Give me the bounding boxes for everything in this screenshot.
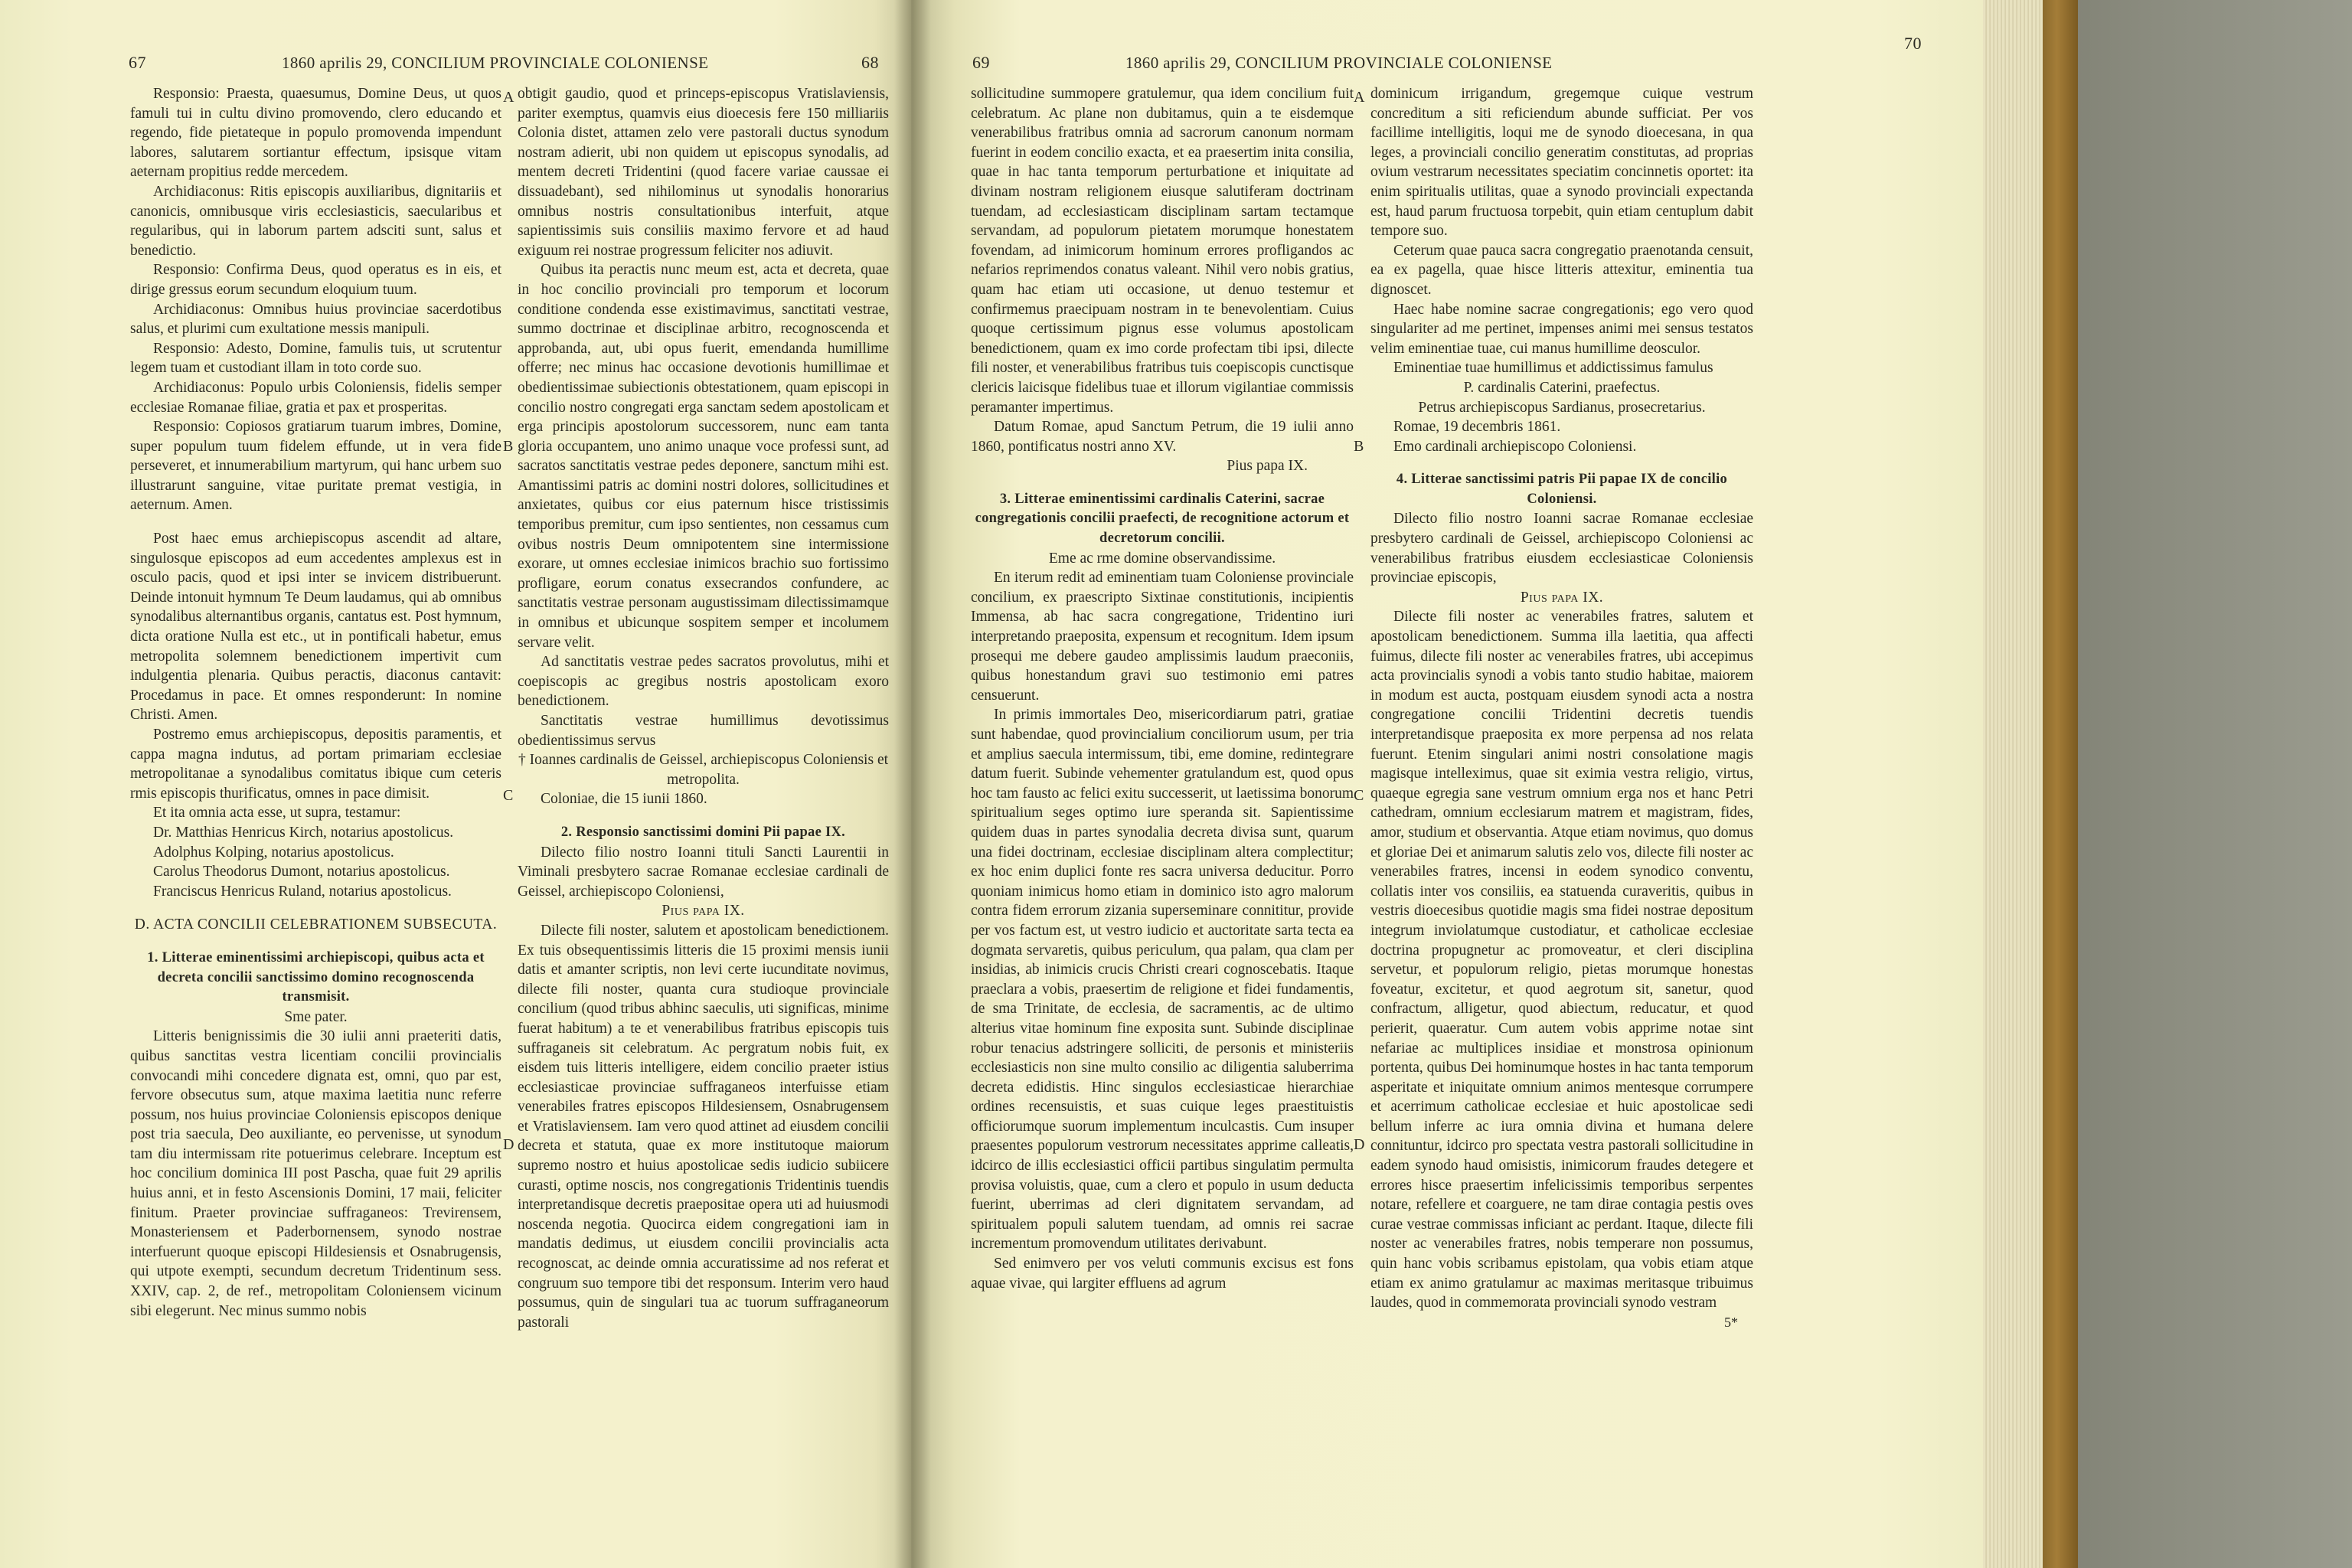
- paragraph: obtigit gaudio, quod et princeps-episcopus Vratislaviensis, pariter exemptus, quamvis eius dioecesis fere 150 milliariis Colonia distet, attamen zelo vere pastorali ductus synodum nostram adierit, ubi non quidem ut episcopus synodalis, ad mentem decreti Tridentini (quod facere variae caussae ei dissuadebant), sed nihilominus ut synodalis honorarius omnibus nostris consultationibus interfuit, atque sapientissimis suis consiliis maximo fervore et ad haud exiguum rei nostrae progressum feliciter nos adiuvit.: [518, 86, 889, 259]
- paragraph: Archidiaconus: Omnibus huius provinciae sacerdotibus salus, et plurimi cum exultatione messis manipuli.: [130, 301, 501, 338]
- notary-signature: Carolus Theodorus Dumont, notarius apostolicus.: [153, 864, 450, 880]
- signature: † Ioannes cardinalis de Geissel, archiepiscopus Coloniensis et metropolita.: [518, 752, 889, 788]
- pope-name: Pius papa IX.: [1520, 589, 1604, 606]
- right-page-header: [972, 34, 1952, 78]
- paragraph: Responsio: Confirma Deus, quod operatus es in eis, et dirige gressus eorum secundum eloquium tuum.: [130, 262, 501, 298]
- pope-name: Pius papa IX.: [662, 903, 745, 920]
- paragraph: Quibus ita peractis nunc meum est, acta et decreta, quae in hoc concilio provinciali pro temporum et locorum conditione condenda esse existimavimus, sanctitati vestrae, summo doctrinae et disciplinae arbitro, recognoscenda et approbanda, aut, ubi opus fuerit, emendanda humillime offerre; nec minus hac occasione devotionis humillimae et obedientissimae subiectionis obtestationem, quam episcopi in concilio nostro congregati erga sanctam sedem apostolicam et erga principis apostolorum successorem, nunc eam tanta gloria occupantem, uno animo unaque voce professi sunt, ad sacratos sanctitatis vestrae pedes deponere, sanctum mihi est. Amantissimi patris ac domini nostri dolores, sollicitudines et anxietates, quibus cor eius paternum hisce tristissimis temporibus premitur, cum ipso sentientes, non cessamus cum ovibus nostris Deum omnipotentem sine intermissione exorare, ut omnes ecclesiae inimicos brachio suo fortissimo profligare, eorum conatus exsecrandos confundere, ac sanctitatis vestrae personam augustissimam dilectissimamque in omnibus et ubicunque sospitem semper et incolumem servare velit.: [518, 262, 889, 651]
- margin-letter-b: B: [1354, 438, 1364, 455]
- margin-letter-a: A: [1354, 89, 1365, 106]
- book-spine: [2043, 0, 2078, 1568]
- document-heading: 4. Litterae sanctissimi patris Pii papae IX de concilio Coloniensi.: [1396, 472, 1728, 507]
- document-heading: 2. Responsio sanctissimi domini Pii papae IX.: [560, 824, 846, 840]
- paragraph: Litteris benignissimis die 30 iulii anni praeteriti datis, quibus sanctitas vestra licentiam concilii provincialis convocandi mihi concedere dignata est, omni, quo par est, fervore obsecutus sum, atque maxima laetitia nunc referre possum, nos huius provinciae Coloniensis episcopos denique post tria saecula, Deo auxiliante, eo pervenisse, ut synodum tam diu intermissam rite potuerimus celebrare. Inceptum est hoc concilium dominica III post Pascha, quae fuit 29 aprilis huius anni, et in festo Ascensionis Domini, 17 maii, feliciter finitum. Praeter provinciae suffraganeos: Trevirensem, Monasteriensem et Paderbornensem, synodo nostrae interfuerunt quoque episcopi Hildesiensis et Osnabrugensis, qui utpote exempti, secundum decretum Tridentinum sess. XXIV, cap. 2, de ref., metropolitam Coloniensem vicinum sibi elegerunt. Nec minus summo nobis: [130, 1028, 501, 1319]
- left-page-header: [129, 47, 879, 78]
- paragraph: Responsio: Adesto, Domine, famulis tuis, ut scrutentur legem tuam et custodiant illam in toto corde suo.: [130, 340, 501, 377]
- date-line: Datum Romae, apud Sanctum Petrum, die 19 iulii anno 1860, pontificatus nostri anno XV.: [971, 419, 1354, 455]
- page-edges: [1983, 0, 2044, 1568]
- paragraph: Ceterum quae pauca sacra congregatio praenotanda censuit, ea ex pagella, quae hisce litteris attexitur, eminentia tua dignoscet.: [1370, 242, 1753, 298]
- page-number-69: 69: [972, 53, 990, 72]
- column-67: [130, 84, 501, 1524]
- paragraph: Dilecte fili noster ac venerabiles fratres, salutem et apostolicam benedictionem. Summa illa laetitia, qua affecti fuimus, dilecte fili noster ac venerabiles fratres, ubi accepimus acta provincialis synodi a vobis tanto studio habitae, maiorem in modum est aucta, postquam eiusdem synodi acta a nostra congregatione concilii Tridentini decretis tuendis interpretandisque praeposita ex more perpensa ad nos relata fuerunt. Etenim singulari animi nostri consolatione magis magisque intelleximus, quae sit eximia vestra religio, virtus, quaeque egregia sane vestrum omnium erga nos et hanc Petri cathedram, omnium ecclesiarum matrem et magistram, fides, amor, studium et observantia. Atque etiam novimus, quo domus et gloriae Dei et animarum salutis zelo vos, dilecte fili noster ac venerabiles fratres, incensi in eodem synodico conventu, collatis inter vos consiliis, ea statuenda curaveritis, quibus in vestris dioecesibus quotidie magis sma fidei nostrae depositum integrum inviolatumque custodiatur, et catholicae ecclesiae doctrina propugnetur ac promoveatur, et cleri disciplina servetur, et populorum religio, pietas morumque honestas foveatur, excitetur, et quod aegrotum sit, sanetur, quod confractum, alligetur, quod abiectum, reducatur, et quod perierit, quaeratur. Cum autem vobis apprime notae sint nefariae ac multiplices insidiae et monstrosa opinionum portenta, quibus Dei hominumque hostes in hac tanta temporum asperitate et iniquitate omnium animos mentesque corrumpere et acerrimum catholicae ecclesiae et huic apostolicae sedi bellum inferre ac iura omnia divina et humana delere connituntur, idcirco pro spectata vestra pastorali sollicitudine in eadem synodo haud omisistis, inimicorum fraudes detegere et errores hisce praesertim infelicissimis temporibus serpentes notare, refellere et coarguere, ne tam dirae contagia pestis oves curae vestrae commissas inficiant ac perdant. Itaque, dilecte fili noster ac venerabiles fratres, nobis temperare non possumus, quin hanc vobis scribamus epistolam, qua vobis etiam atque etiam ex animo gratulamur ac maximas meritasque tribuimus laudes, quod in commemorata provinciali synodo vestram: [1370, 609, 1753, 1312]
- margin-letter-d: D: [503, 1136, 514, 1153]
- page-number-68: 68: [861, 53, 879, 72]
- pope-signature: Pius papa IX.: [1227, 458, 1308, 475]
- closing-formula: Eminentiae tuae humillimus et addictissimus famulus: [1393, 360, 1713, 377]
- attestation-line: Et ita omnia acta esse, ut supra, testamur:: [153, 805, 401, 822]
- notary-signature: Dr. Matthias Henricus Kirch, notarius apostolicus.: [153, 824, 454, 841]
- paragraph: Sed enimvero per vos veluti communis excisus est fons aquae vivae, qui largiter effluens ad agrum: [971, 1256, 1354, 1292]
- paragraph: Archidiaconus: Ritis episcopis auxiliaribus, dignitariis et canonicis, omnibusque viris ecclesiasticis, saecularibus et regularibus, qui in laborum partem adsciti sunt, salus et benedictio.: [130, 183, 501, 259]
- salutation: Sme pater.: [284, 1008, 348, 1025]
- document-heading: 1. Litterae eminentissimi archiepiscopi, quibus acta et decreta concilii sanctissimo domino recognoscenda transmisit.: [147, 949, 485, 1005]
- running-head-left: 1860 aprilis 29, CONCILIUM PROVINCIALE COLONIENSE: [282, 53, 709, 72]
- document-heading: 3. Litterae eminentissimi cardinalis Caterini, sacrae congregationis concilii praefecti, de recognitione actorum et decretorum concilii.: [975, 491, 1350, 547]
- paragraph: Haec habe nomine sacrae congregationis; ego vero quod singulariter ad me pertinet, impenses animi mei sensus testatos velim eminentiae tuae, cui manus humillime deosculor.: [1370, 301, 1753, 357]
- salutation: Eme ac rme domine observandissime.: [1048, 550, 1276, 567]
- page-number-70: 70: [1904, 34, 1922, 53]
- paragraph: Postremo emus archiepiscopus, depositis paramentis, et cappa magna indutus, ad portam primariam ecclesiae metropolitanae a synodalibus comitatus ibique cum ceteris rmis episcopis thurificatus, omnes in pace dimisit.: [130, 727, 501, 802]
- paragraph: sollicitudine summopere gratulemur, qua idem concilium fuit celebratum. Ac plane non dubitamus, quin a te eisdemque venerabilibus fratribus omnia ad sacrorum canonum normam fuerint in eodem concilio exacta, et ea praesertim inita consilia, quae in hac tanta temporum perturbatione et iniquitate ad divinam nostram religionem eiusque salutiferam doctrinam tuendam, ad ecclesiasticam disciplinam sartam tectamque servandam, ad populorum pietatem morumque honestatem fovendam, ad inimicorum hominum errores profligandos ac nefarios reprimendos conatus valeant. Nihil vero nobis gratius, quam hac etiam uti occasione, ut denuo testemur et confirmemus praecipuam nostram in te benevolentiam. Cuius quoque certissimum pignus esse volumus apostolicam benedictionem, quam ex imo corde profectam tibi ipsi, dilecte fili noster, et venerabilibus fratribus tuis coepiscopis cunctisque clericis laicisque fidelibus tuae et illorum vigilantiae commissis peramanter impertimus.: [971, 86, 1354, 416]
- section-heading: D. ACTA CONCILII CELEBRATIONEM SUBSECUTA.: [134, 916, 498, 933]
- margin-letter-c: C: [1354, 787, 1364, 804]
- address: Dilecto filio nostro Ioanni tituli Sancti Laurentii in Viminali presbytero sacrae Romanae ecclesiae cardinali de Geissel, archiepiscopo Coloniensi,: [518, 844, 889, 900]
- paragraph: En iterum redit ad eminentiam tuam Coloniense provinciale concilium, ex praescripto Sixtinae constitutionis, incipientis Immensa, ab hac sacra congregatione, Tridentino iuri interpretando praeposita, expensum et recognitum. Idem ipsum prosequi me debere gaudeo amplissimis laudum praeconiis, quibus honestandum gravi suo testimonio emi patres censuerunt.: [971, 570, 1354, 704]
- column-70: [1370, 84, 1753, 1524]
- paragraph: Ad sanctitatis vestrae pedes sacratos provolutus, mihi et coepiscopis ac gregibus nostris apostolicam exoro benedictionem.: [518, 654, 889, 710]
- date-line: Coloniae, die 15 iunii 1860.: [541, 791, 707, 808]
- paragraph: In primis immortales Deo, misericordiarum patri, gratiae sunt habendae, quod provincialium conciliorum usum, per tria et amplius saecula intermissum, tibi, eme domine, redintegrare datum fuerit. Subinde vehementer gratulandum est, quod opus hoc tam fausto ac felici exitu successerit, ut laetissima bonorum spiritualium seges optimo iure speranda sit. Sapientissime quidem duas in partes synodalia decreta divisa sunt, quarum una fidei doctrinam, ecclesiae disciplinam altera complectitur; ex hoc enim duplici fonte res sacra universa deducitur. Porro quoniam inimicus homo etiam in dominico isto agro malorum contra fidem errorum zizania superseminare connititur, provide per vos factum est, ut vestro iudicio et auctoritate sarta tecta ea dogmata servaretis, quibus periculum, qua palam, qua clam per insidias, ab inimicis crucis Christi creari cognoscebatis. Itaque praeclara a vobis, praesertim de religione et fidei fundamentis, de sma Trinitate, de ecclesia, de sacramentis, ac de ultimo alterius vitae hominum fine exposita sunt. Subinde disciplinae robur tenacius adstringere solliciti, de personis et ministeriis ecclesiasticis non sine multo consilio ac diligentia saluberrima decreta edidistis. Hinc singulos ecclesiasticae hierarchiae ordines recensuistis, et suas cuique leges praestituistis officiorumque suorum implementum inculcastis. Cum insuper praesentes populorum vestrorum necessitates apprime calleatis, idcirco de illis ecclesiastici officii partibus singulatim permulta provisa voluistis, quae, cum a clero et populo in usum deducta fuerint, uberrimas ad cleri dignitatem servandam, ad spiritualem populi salutem tuendam, ad omnis rei sacrae incrementum promovendum utilitates derivabunt.: [971, 707, 1354, 1253]
- paragraph: Responsio: Copiosos gratiarum tuarum imbres, Domine, super populum tuum fidelem effunde, ut in vera fide perseveret, et innumerabilium martyrum, qui hanc urbem suo illustrarunt sanguine, vitae puritate premat vestigia, in aeternum. Amen.: [130, 419, 501, 514]
- paragraph: Responsio: Praesta, quaesumus, Domine Deus, ut quos famuli tui in cultu divino promovendo, clero educando et regendo, fide pietateque in populo promovenda impendunt labores, salutarem sortiantur effectum, ipsisque vitam aeternam propitius redde mercedem.: [130, 86, 501, 181]
- margin-letter-b: B: [503, 438, 514, 455]
- notary-signature: Adolphus Kolping, notarius apostolicus.: [153, 844, 394, 861]
- closing-formula: Sanctitatis vestrae humillimus devotissimus obedientissimus servus: [518, 713, 889, 749]
- address: Dilecto filio nostro Ioanni sacrae Romanae ecclesiae presbytero cardinali de Geissel, archiepiscopo Coloniensi ac venerabilibus fratribus eiusdem ecclesiasticae Coloniensis provinciae episcopis,: [1370, 511, 1753, 586]
- page-number-67: 67: [129, 53, 146, 72]
- paragraph: dominicum irrigandum, gregemque cuique vestrum concreditum a siti reficiendum abunde sufficiat. Per vos facillime intelligitis, loqui me de synodo dioecesana, in qua leges, a provinciali concilio generatim constitutas, ad proprias ovium vestrarum necessitates speciatim concinnetis oportet: ita enim spiritualis utilitas, quae a synodo provinciali expectanda est, haud parum fructuosa torpebit, quin etiam centuplum dabit tempore suo.: [1370, 86, 1753, 240]
- column-68: [518, 84, 889, 1524]
- paragraph: Post haec emus archiepiscopus ascendit ad altare, singulosque episcopos ad eum accedentes amplexus est in osculo pacis, quod et ipsi inter se invicem distribuerunt. Deinde intonuit hymnum Te Deum laudamus, qui ab omnibus synodalibus alternantibus organis, cantatus est. Post hymnum, dicta oratione Nulla est etc., ut in pontificali habetur, emus metropolita solemnem benedictionem impertivit cum indulgentia plenaria. Quibus peractis, diaconus cantavit: Procedamus in pace. Et omnes responderunt: In nomine Christi. Amen.: [130, 531, 501, 724]
- signature: P. cardinalis Caterini, praefectus.: [1463, 379, 1661, 396]
- margin-letter-a: A: [503, 89, 514, 106]
- margin-letter-c: C: [503, 787, 514, 804]
- column-69: [971, 84, 1354, 1524]
- running-head-right: 1860 aprilis 29, CONCILIUM PROVINCIALE COLONIENSE: [1125, 53, 1553, 72]
- signature: Petrus archiepiscopus Sardianus, prosecretarius.: [1418, 399, 1706, 416]
- left-page: [0, 0, 911, 1568]
- signature-mark: 5*: [1724, 1314, 1738, 1330]
- addressee: Emo cardinali archiepiscopo Coloniensi.: [1393, 438, 1637, 455]
- notary-signature: Franciscus Henricus Ruland, notarius apostolicus.: [153, 883, 452, 900]
- date-line: Romae, 19 decembris 1861.: [1393, 419, 1561, 436]
- margin-letter-d: D: [1354, 1136, 1365, 1153]
- book-gutter: [894, 0, 931, 1568]
- paragraph: Dilecte fili noster, salutem et apostolicam benedictionem. Ex tuis obsequentissimis litteris die 15 proximi mensis iunii datis et amanter scriptis, non levi certe iucunditate novimus, dilecte fili noster, quanta cura studioque provinciale concilium (quod tribus abhinc saeculis, uti significas, minime fuerat habitum) a te et venerabilibus fratribus episcopis tuis suffraganeis sit celebratum. Ac pergratum nobis fuit, ex eisdem tuis litteris intelligere, eidem concilio praeter istius ecclesiasticae provinciae suffraganeos interfuisse etiam venerabiles fratres episcopos Hildesiensem, Osnabrugensem et Vratislaviensem. Iam vero quod attinet ad eiusdem concilii decreta et statuta, quae ex more institutoque maiorum supremo nostro et huius apostolicae sedis iudicio subiicere curasti, optime noscis, nos congregationis Tridentinis tuendis interpretandisque decretis praepositae opera uti ad huiusmodi noscenda negotia. Quocirca eidem congregationi iam in mandatis dedimus, ut eiusdem concilii provincialis acta recognoscat, ac deinde omnia accuratissime ad nos referat et congruum suo tempore tibi det responsum. Interim vero haud possumus, quin de singulari tua ac tuorum suffraganeorum pastorali: [518, 922, 889, 1331]
- paragraph: Archidiaconus: Populo urbis Coloniensis, fidelis semper ecclesiae Romanae filiae, gratia et pax et prosperitas.: [130, 379, 501, 416]
